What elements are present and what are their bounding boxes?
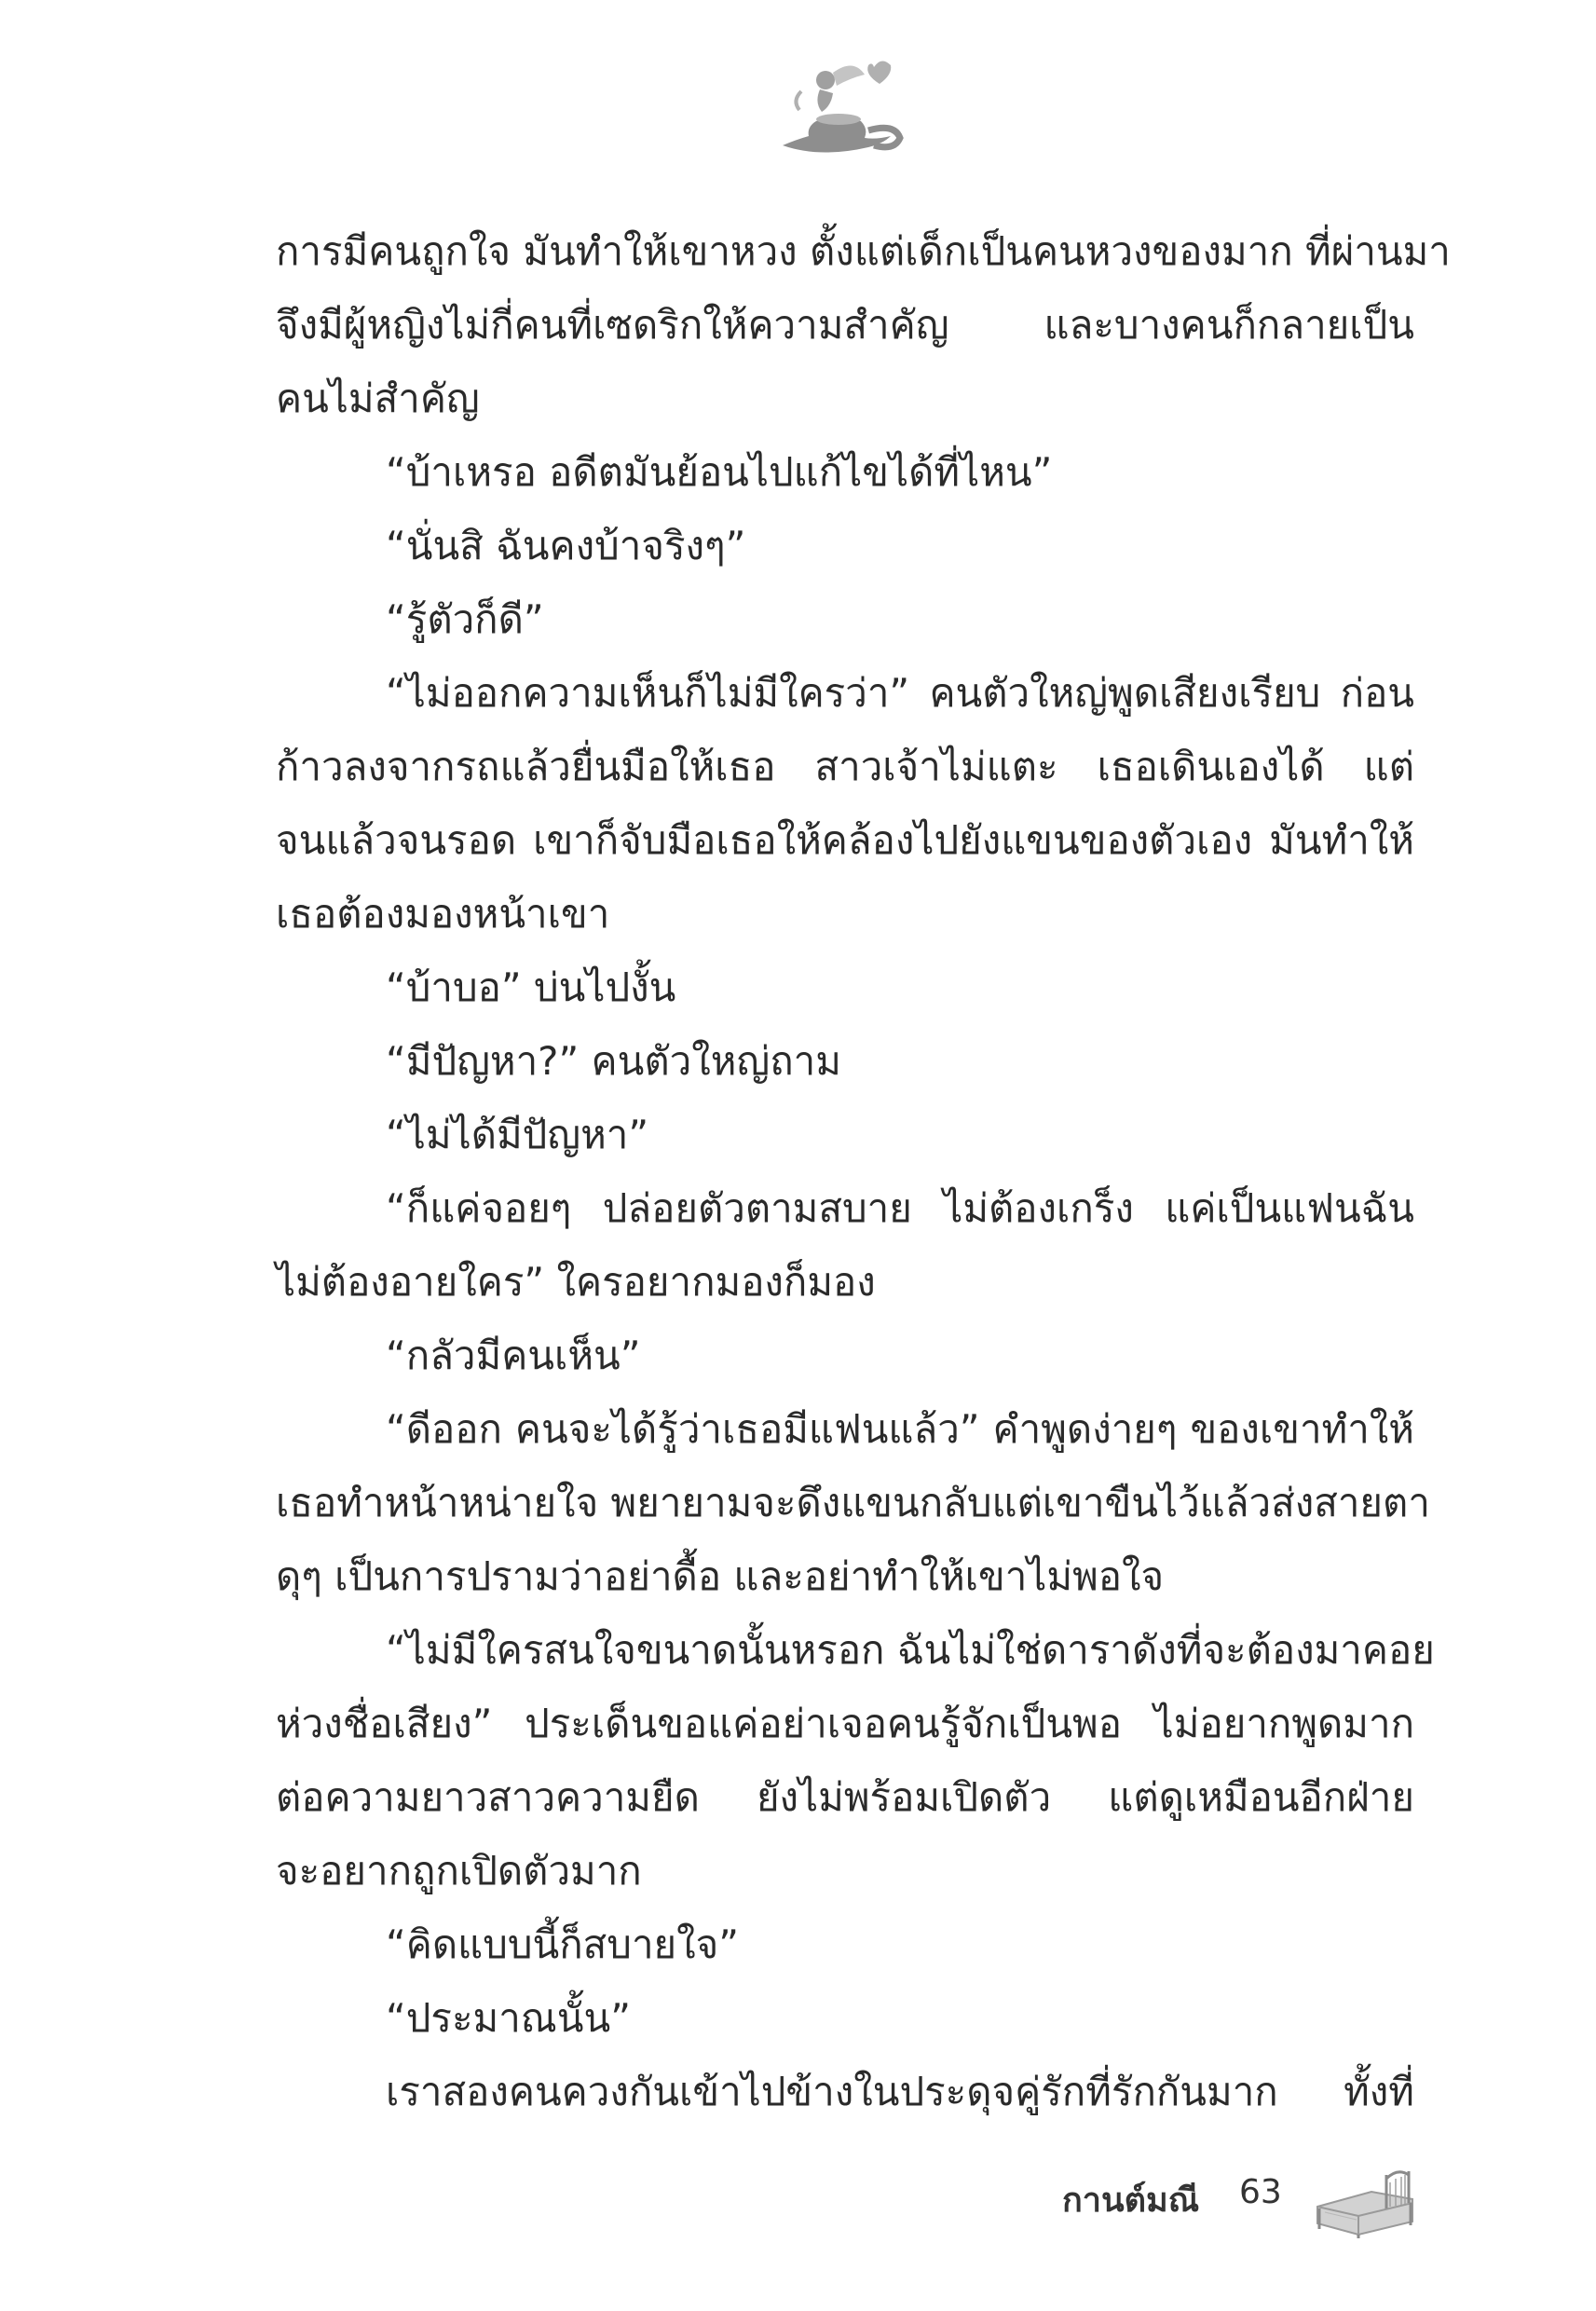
- dialogue-line: “ไม่มีใครสนใจขนาดนั้นหรอก ฉันไม่ใช่ดาราดังที่จะต้องมาคอย: [386, 1627, 1435, 1673]
- page-footer: [1062, 2166, 1435, 2240]
- text-line: ไม่ต้องอายใคร” ใครอยากมองก็มอง: [276, 1259, 876, 1305]
- dialogue-line: “รู้ตัวก็ดี”: [386, 596, 544, 642]
- text-line: ต่อความยาวสาวความยืด ยังไม่พร้อมเปิดตัว แต่ดูเหมือนอีกฝ่าย: [276, 1774, 1414, 1820]
- text-line: เธอต้องมองหน้าเขา: [276, 891, 610, 937]
- dialogue-line: “บ้าเหรอ อดีตมันย้อนไปแก้ไขได้ที่ไหน”: [386, 449, 1053, 495]
- page-number: 63: [1239, 2173, 1282, 2211]
- book-title: กานต์มณี: [1062, 2181, 1200, 2220]
- dialogue-line: “ไม่ได้มีปัญหา”: [386, 1112, 649, 1157]
- text-line: จนแล้วจนรอด เขาก็จับมือเธอให้คล้องไปยังแขนของตัวเอง มันทำให้: [276, 817, 1414, 863]
- cupid-lamp-icon: [764, 54, 913, 166]
- bed-icon: [1312, 2166, 1419, 2240]
- dialogue-line: “นั่นสิ ฉันคงบ้าจริงๆ”: [386, 523, 746, 568]
- dialogue-line: “ประมาณนั้น”: [386, 1995, 631, 2041]
- text-line: จึงมีผู้หญิงไม่กี่คนที่เซดริกให้ความสำคัญ และบางคนก็กลายเป็น: [276, 302, 1414, 348]
- dialogue-line: “ก็แค่จอยๆ ปล่อยตัวตามสบาย ไม่ต้องเกร็ง แค่เป็นแฟนฉัน: [386, 1185, 1414, 1231]
- dialogue-line: “มีปัญหา?” คนตัวใหญ่ถาม: [386, 1038, 841, 1084]
- text-line: เธอทำหน้าหน่ายใจ พยายามจะดึงแขนกลับแต่เขาขืนไว้แล้วส่งสายตา: [276, 1480, 1430, 1525]
- text-line: ห่วงชื่อเสียง” ประเด็นขอแค่อย่าเจอคนรู้จักเป็นพอ ไม่อยากพูดมาก: [276, 1701, 1414, 1746]
- text-line: การมีคนถูกใจ มันทำให้เขาหวง ตั้งแต่เด็กเป็นคนหวงของมาก ที่ผ่านมา: [276, 228, 1451, 274]
- dialogue-line: “ดีออก คนจะได้รู้ว่าเธอมีแฟนแล้ว” คำพูดง่ายๆ ของเขาทำให้: [386, 1406, 1414, 1452]
- dialogue-line: “ไม่ออกความเห็นก็ไม่มีใครว่า” คนตัวใหญ่พูดเสียงเรียบ ก่อน: [386, 670, 1414, 716]
- text-line: ดุๆ เป็นการปรามว่าอย่าดื้อ และอย่าทำให้เขาไม่พอใจ: [276, 1553, 1165, 1599]
- text-line: ก้าวลงจากรถแล้วยื่นมือให้เธอ สาวเจ้าไม่แตะ เธอเดินเองได้ แต่: [276, 744, 1414, 789]
- text-line: คนไม่สำคัญ: [276, 376, 480, 421]
- text-line: เราสองคนควงกันเข้าไปข้างในประดุจคู่รักที่รักกันมาก ทั้งที่: [386, 2069, 1414, 2114]
- body-text: [276, 214, 1451, 2128]
- dialogue-line: “คิดแบบนี้ก็สบายใจ”: [386, 1921, 740, 1967]
- dialogue-line: “กลัวมีคนเห็น”: [386, 1333, 641, 1378]
- text-line: จะอยากถูกเปิดตัวมาก: [276, 1848, 642, 1894]
- dialogue-line: “บ้าบอ” บ่นไปงั้น: [386, 964, 676, 1010]
